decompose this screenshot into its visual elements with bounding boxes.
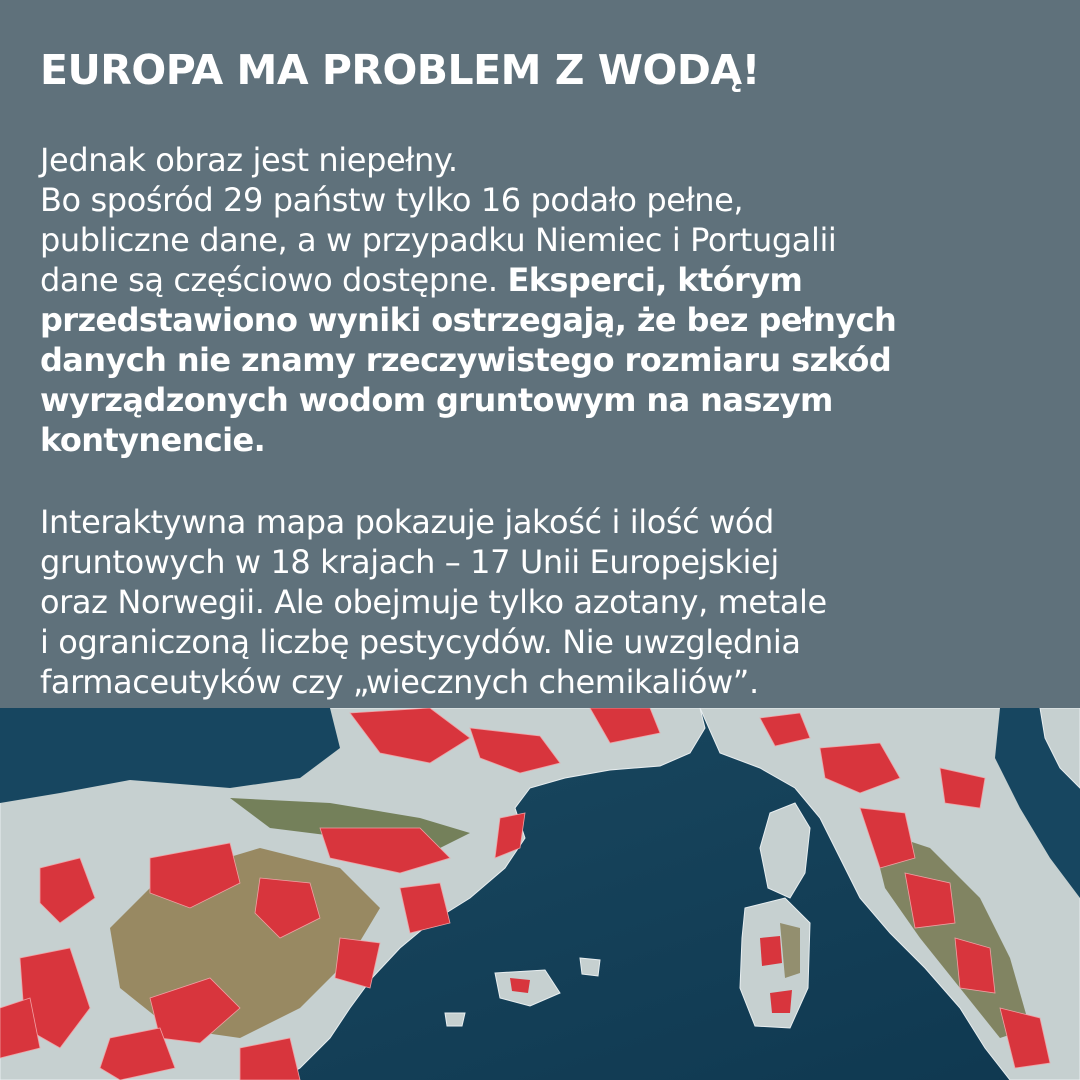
intro-line-1: Jednak obraz jest niepełny. xyxy=(40,141,458,179)
intro-line-4-regular: dane są częściowo dostępne. xyxy=(40,261,508,299)
groundwater-map[interactable] xyxy=(0,708,1080,1080)
intro-paragraph xyxy=(40,140,1050,460)
map-desc-line-1: Interaktywna mapa pokazuje jakość i ilość wód xyxy=(40,503,774,541)
expert-warning-line-2: przedstawiono wyniki ostrzegają, że bez pełnych xyxy=(40,301,897,339)
intro-line-4 xyxy=(40,260,1050,300)
expert-warning-line-3: danych nie znamy rzeczywistego rozmiaru szkód xyxy=(40,341,892,379)
expert-warning-start: Eksperci, którym xyxy=(507,261,803,299)
intro-line-3: publiczne dane, a w przypadku Niemiec i Portugalii xyxy=(40,221,837,259)
intro-line-2: Bo spośród 29 państw tylko 16 podało pełne, xyxy=(40,181,744,219)
map-description-paragraph xyxy=(40,502,1050,702)
expert-warning-line-5: kontynencie. xyxy=(40,421,266,459)
map-desc-line-4: i ograniczoną liczbę pestycydów. Nie uwzględnia xyxy=(40,623,801,661)
map-svg xyxy=(0,708,1080,1080)
expert-warning-line-4: wyrządzonych wodom gruntowym na naszym xyxy=(40,381,833,419)
map-desc-line-2: gruntowych w 18 krajach – 17 Unii Europejskiej xyxy=(40,543,779,581)
map-desc-line-3: oraz Norwegii. Ale obejmuje tylko azotany, metale xyxy=(40,583,827,621)
post-title: EUROPA MA PROBLEM Z WODĄ! xyxy=(40,46,760,94)
map-desc-line-5: farmaceutyków czy „wiecznych chemikaliów”. xyxy=(40,663,759,701)
